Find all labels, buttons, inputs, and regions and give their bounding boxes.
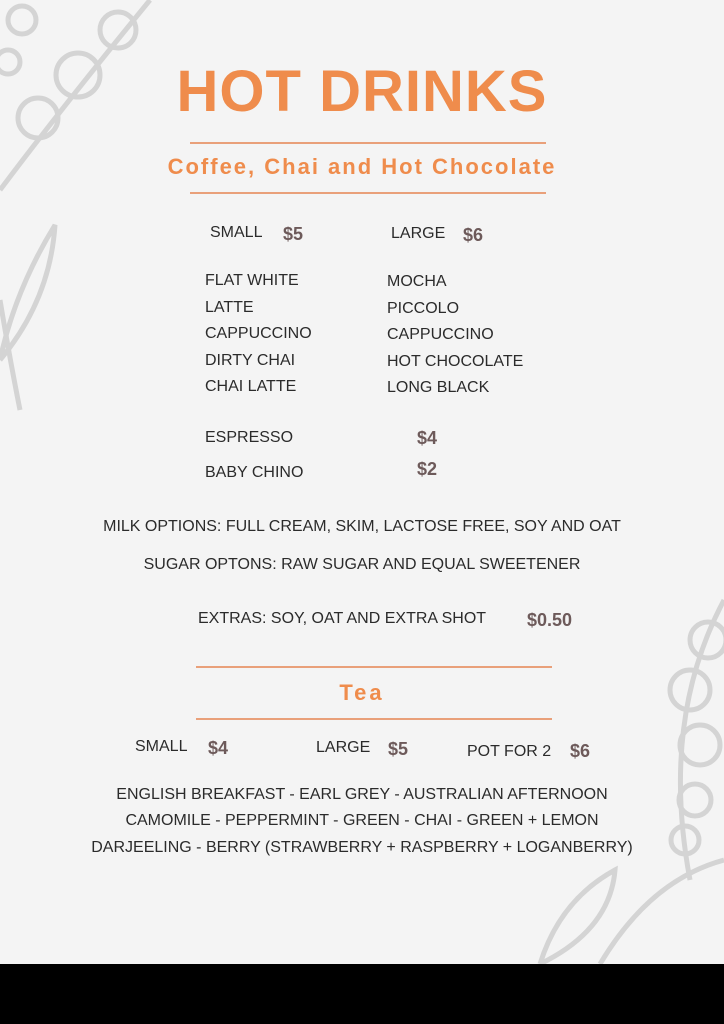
tea-varieties-line: CAMOMILE - PEPPERMINT - GREEN - CHAI - GREEN + LEMON — [125, 812, 599, 829]
tea-pot-price: $6 — [570, 741, 591, 761]
coffee-list-left — [205, 268, 312, 401]
divider — [190, 142, 546, 144]
tea-large-label: LARGE — [316, 739, 371, 756]
list-item: CHAI LATTE — [205, 378, 297, 395]
milk-options: MILK OPTIONS: FULL CREAM, SKIM, LACTOSE FREE, SOY AND OAT — [103, 518, 621, 535]
deco-circle — [680, 725, 720, 765]
divider — [190, 192, 546, 194]
coffee-list-right — [387, 269, 523, 402]
list-item: LONG BLACK — [387, 379, 490, 396]
small-size-price: $5 — [283, 224, 304, 244]
section-title-tea: Tea — [339, 680, 385, 705]
page-title: HOT DRINKS — [176, 59, 548, 124]
list-item: CAPPUCCINO — [387, 326, 494, 343]
footer-bar — [0, 964, 724, 1024]
extras-price: $0.50 — [527, 610, 573, 630]
list-item: DIRTY CHAI — [205, 351, 296, 369]
list-item: LATTE — [205, 298, 254, 316]
tea-pot-label: POT FOR 2 — [467, 743, 552, 760]
deco-stem — [600, 860, 724, 964]
deco-circle — [8, 6, 36, 34]
list-item: CAPPUCCINO — [205, 325, 312, 342]
tea-large-price: $5 — [388, 739, 409, 759]
tea-small-price: $4 — [208, 738, 229, 758]
list-item: FLAT WHITE — [205, 272, 299, 289]
divider — [196, 666, 552, 668]
babychino-label: BABY CHINO — [205, 464, 304, 481]
large-size-price: $6 — [463, 225, 484, 245]
small-size-label: SMALL — [210, 224, 263, 241]
divider — [196, 718, 552, 720]
tea-varieties-line: ENGLISH BREAKFAST - EARL GREY - AUSTRALIAN AFTERNOON — [116, 786, 608, 803]
list-item: PICCOLO — [387, 299, 460, 317]
list-item: MOCHA — [387, 273, 447, 290]
espresso-price: $4 — [417, 428, 438, 448]
section-subtitle-coffee: Coffee, Chai and Hot Chocolate — [167, 154, 557, 179]
list-item: HOT CHOCOLATE — [387, 352, 524, 370]
espresso-label: ESPRESSO — [205, 429, 294, 446]
deco-leaf — [540, 870, 615, 964]
tea-small-label: SMALL — [135, 738, 188, 755]
tea-varieties-line: DARJEELING - BERRY (STRAWBERRY + RASPBERRY + LOGANBERRY) — [91, 839, 633, 856]
large-size-label: LARGE — [391, 225, 446, 242]
sugar-options: SUGAR OPTONS: RAW SUGAR AND EQUAL SWEETENER — [143, 556, 581, 573]
extras-label: EXTRAS: SOY, OAT AND EXTRA SHOT — [198, 610, 487, 627]
babychino-price: $2 — [417, 459, 438, 479]
